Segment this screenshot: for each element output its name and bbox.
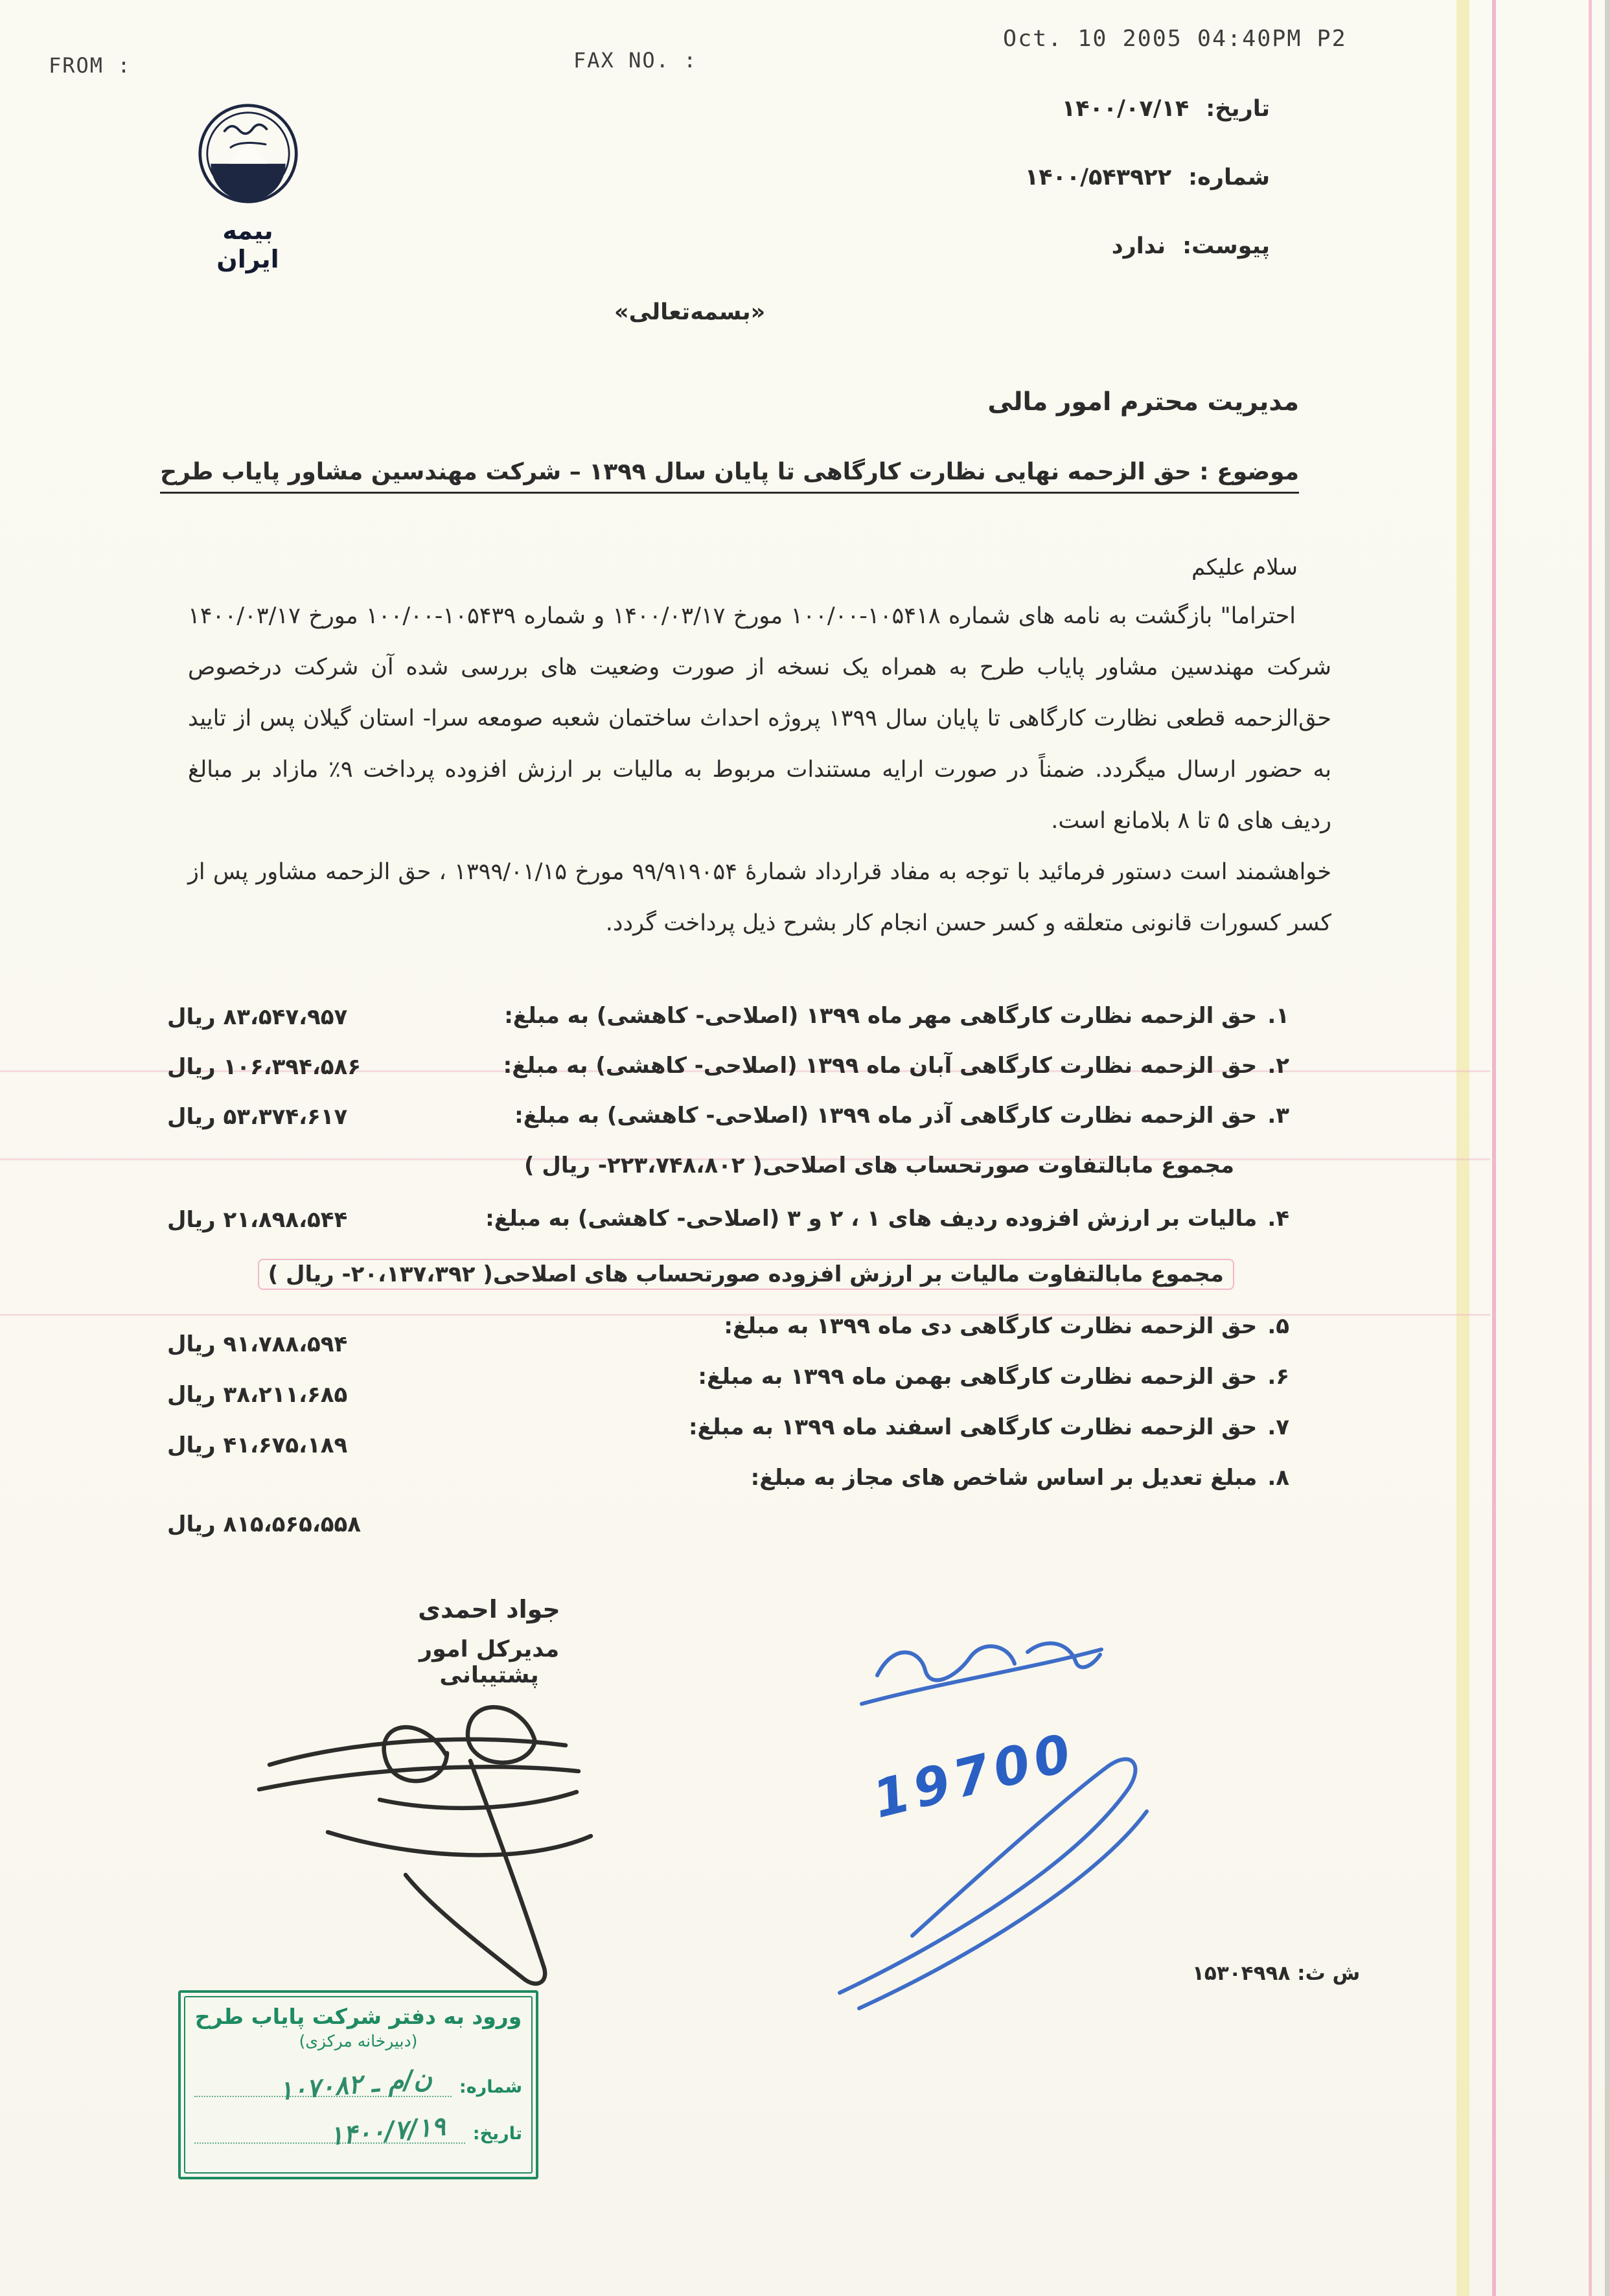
scan-artifact-edge-shadow — [1605, 0, 1610, 2296]
date-value: ۱۴۰۰/۰۷/۱۴ — [1061, 96, 1190, 122]
meta-attachment-row — [1025, 233, 1270, 302]
list-item — [149, 1053, 1289, 1103]
amount-value: ۵۳،۳۷۴،۶۱۷ ریال — [167, 1104, 348, 1130]
list-item-note: مجموع مابالتفاوت صورتحساب های اصلاحی( ۲۲۳،۷۴۸،۸۰۲- ریال ) — [524, 1153, 1234, 1178]
scan-artifact-pink-line — [1589, 0, 1592, 2296]
stamp-date-label: تاریخ: — [472, 2124, 522, 2144]
item-text: حق الزحمه نظارت کارگاهی مهر ماه ۱۳۹۹ (اصلاحی- کاهشی) به مبلغ: — [504, 1003, 1258, 1029]
handwritten-signature-icon — [251, 1662, 679, 1986]
stamp-number-value-line — [194, 2063, 452, 2107]
handwritten-number: 19700 — [867, 1721, 1082, 1830]
item-number: ۴. — [1267, 1206, 1289, 1232]
item-text: حق الزحمه نظارت کارگاهی اسفند ماه ۱۳۹۹ به مبلغ: — [688, 1414, 1258, 1440]
list-item — [149, 1003, 1289, 1053]
amount-value: ۹۱،۷۸۸،۵۹۴ ریال — [167, 1331, 348, 1357]
attachment-label: پیوست: — [1182, 233, 1270, 259]
item-number: ۸. — [1267, 1465, 1289, 1491]
iran-insurance-emblem-icon — [197, 102, 299, 205]
stamp-number-label: شماره: — [459, 2077, 522, 2097]
stamp-subtitle: (دبیرخانه مرکزی) — [299, 2032, 418, 2050]
item-text: حق الزحمه نظارت کارگاهی آبان ماه ۱۳۹۹ (اصلاحی- کاهشی) به مبلغ: — [503, 1053, 1258, 1079]
item-number: ۶. — [1267, 1364, 1289, 1390]
item-number: ۷. — [1267, 1414, 1289, 1440]
amount-value: ۲۱،۸۹۸،۵۴۴ ریال — [167, 1207, 348, 1233]
item-number: ۱. — [1267, 1003, 1289, 1029]
amount-value: ۱۰۶،۳۹۴،۵۸۶ ریال — [167, 1054, 362, 1080]
scan-artifact-yellow-strip — [1456, 0, 1469, 2296]
list-item — [149, 1206, 1289, 1259]
stamp-inner-border — [184, 1996, 533, 2174]
amount-value: ۴۱،۶۷۵،۱۸۹ ریال — [167, 1432, 348, 1458]
list-item — [149, 1313, 1289, 1364]
item-text: حق الزحمه نظارت کارگاهی آذر ماه ۱۳۹۹ (اصلاحی- کاهشی) به مبلغ: — [514, 1103, 1258, 1129]
signer-name: جواد احمدی — [418, 1595, 560, 1624]
item-text: حق الزحمه نظارت کارگاهی دی ماه ۱۳۹۹ به مبلغ: — [724, 1313, 1258, 1339]
list-item-note: مجموع مابالتفاوت مالیات بر ارزش افزوده صورتحساب های اصلاحی( ۲۰،۱۳۷،۳۹۲- ریال ) — [149, 1259, 1289, 1313]
letter-meta — [1025, 96, 1270, 302]
item-number: ۳. — [1267, 1103, 1289, 1129]
letter-body — [188, 591, 1331, 949]
body-paragraph-1: احتراما" بازگشت به نامه های شماره ۱۰۵۴۱۸-۱۰۰/۰۰ مورخ ۱۴۰۰/۰۳/۱۷ و شماره ۱۰۵۴۳۹-۱۰۰/۰۰ مورخ ۱۴۰۰/۰۳/۱۷ شرکت مهندسین مشاور پایاب طرح به همراه یک نسخه از صورت وضعیت های بررسی شده آن شرکت درخصوص حق‌الزحمه قطعی نظارت کارگاهی تا پایان سال ۱۳۹۹ پروژه احداث ساختمان شعبه صومعه سرا- استان گیلان پس از تایید به حضور ارسال میگردد. ضمناً در صورت ارایه مستندات مربوط به مالیات بر ارزش افزوده پرداخت ۹٪ مازاد بر مبالغ ردیف های ۵ تا ۸ بلامانع است. — [188, 603, 1332, 834]
list-item — [149, 1465, 1289, 1537]
amount-value: ۳۸،۲۱۱،۶۸۵ ریال — [167, 1382, 348, 1408]
fax-number-label: FAX NO. : — [573, 48, 698, 73]
besmele-invocation: «بسمه‌تعالی» — [614, 299, 766, 325]
meta-date-row — [1025, 96, 1270, 165]
handwritten-blue-annotation — [822, 1599, 1171, 2026]
stamp-date-row — [194, 2111, 522, 2152]
org-name: بیمه ایران — [216, 216, 279, 273]
stamp-date-handwriting: ۱۴۰۰/۷/۱۹ — [328, 2111, 447, 2152]
signer-title: مدیرکل امور پشتیبانی — [419, 1636, 560, 1688]
fax-timestamp: Oct. 10 2005 04:40PM P2 — [1003, 26, 1347, 52]
letterhead — [191, 102, 305, 273]
item-text: حق الزحمه نظارت کارگاهی بهمن ماه ۱۳۹۹ به مبلغ: — [698, 1364, 1258, 1390]
registry-number: ش ث: ۱۵۳۰۴۹۹۸ — [1192, 1962, 1361, 1985]
fax-from-label: FROM : — [49, 53, 132, 78]
scan-artifact-pink-line — [1492, 0, 1496, 2296]
body-paragraph-2: خواهشمند است دستور فرمائید با توجه به مفاد قرارداد شمارهٔ ۹۹/۹۱۹۰۵۴ مورخ ۱۳۹۹/۰۱/۱۵ ، حق الزحمه مشاور پس از کسر کسورات قانونی متعلقه و کسر حسن انجام کار بشرح ذیل پرداخت گردد. — [188, 859, 1332, 936]
fee-list — [149, 1003, 1289, 1537]
number-label: شماره: — [1188, 165, 1270, 190]
meta-number-row — [1025, 165, 1270, 233]
stamp-date-value-line — [194, 2111, 465, 2152]
list-item — [149, 1364, 1289, 1414]
item-text: مبلغ تعدیل بر اساس شاخص های مجاز به مبلغ: — [750, 1465, 1258, 1491]
office-entry-stamp — [178, 1990, 538, 2179]
list-item — [149, 1414, 1289, 1465]
item-number: ۲. — [1267, 1053, 1289, 1079]
number-value: ۱۴۰۰/۵۴۳۹۲۲ — [1024, 165, 1172, 190]
stamp-number-handwriting: ن/م ـ ۱۰۷۰۸۲ — [277, 2063, 433, 2107]
item-number: ۵. — [1267, 1313, 1289, 1339]
list-item — [149, 1103, 1289, 1153]
salutation: سلام علیکم — [1191, 555, 1298, 580]
recipient-line: مدیریت محترم امور مالی — [987, 387, 1299, 417]
date-label: تاریخ: — [1206, 96, 1270, 122]
stamp-number-row — [194, 2063, 522, 2107]
amount-value: ۸۱۵،۵۶۵،۵۵۸ ریال — [167, 1511, 362, 1537]
subject-line: موضوع : حق الزحمه نهایی نظارت کارگاهی تا پایان سال ۱۳۹۹ – شرکت مهندسین مشاور پایاب طرح — [160, 459, 1299, 494]
attachment-value: ندارد — [1111, 233, 1166, 259]
stamp-title: ورود به دفتر شرکت پایاب طرح — [194, 2004, 522, 2029]
item-text: مالیات بر ارزش افزوده ردیف های ۱ ، ۲ و ۳ (اصلاحی- کاهشی) به مبلغ: — [485, 1206, 1258, 1232]
amount-value: ۸۳،۵۴۷،۹۵۷ ریال — [167, 1004, 348, 1030]
